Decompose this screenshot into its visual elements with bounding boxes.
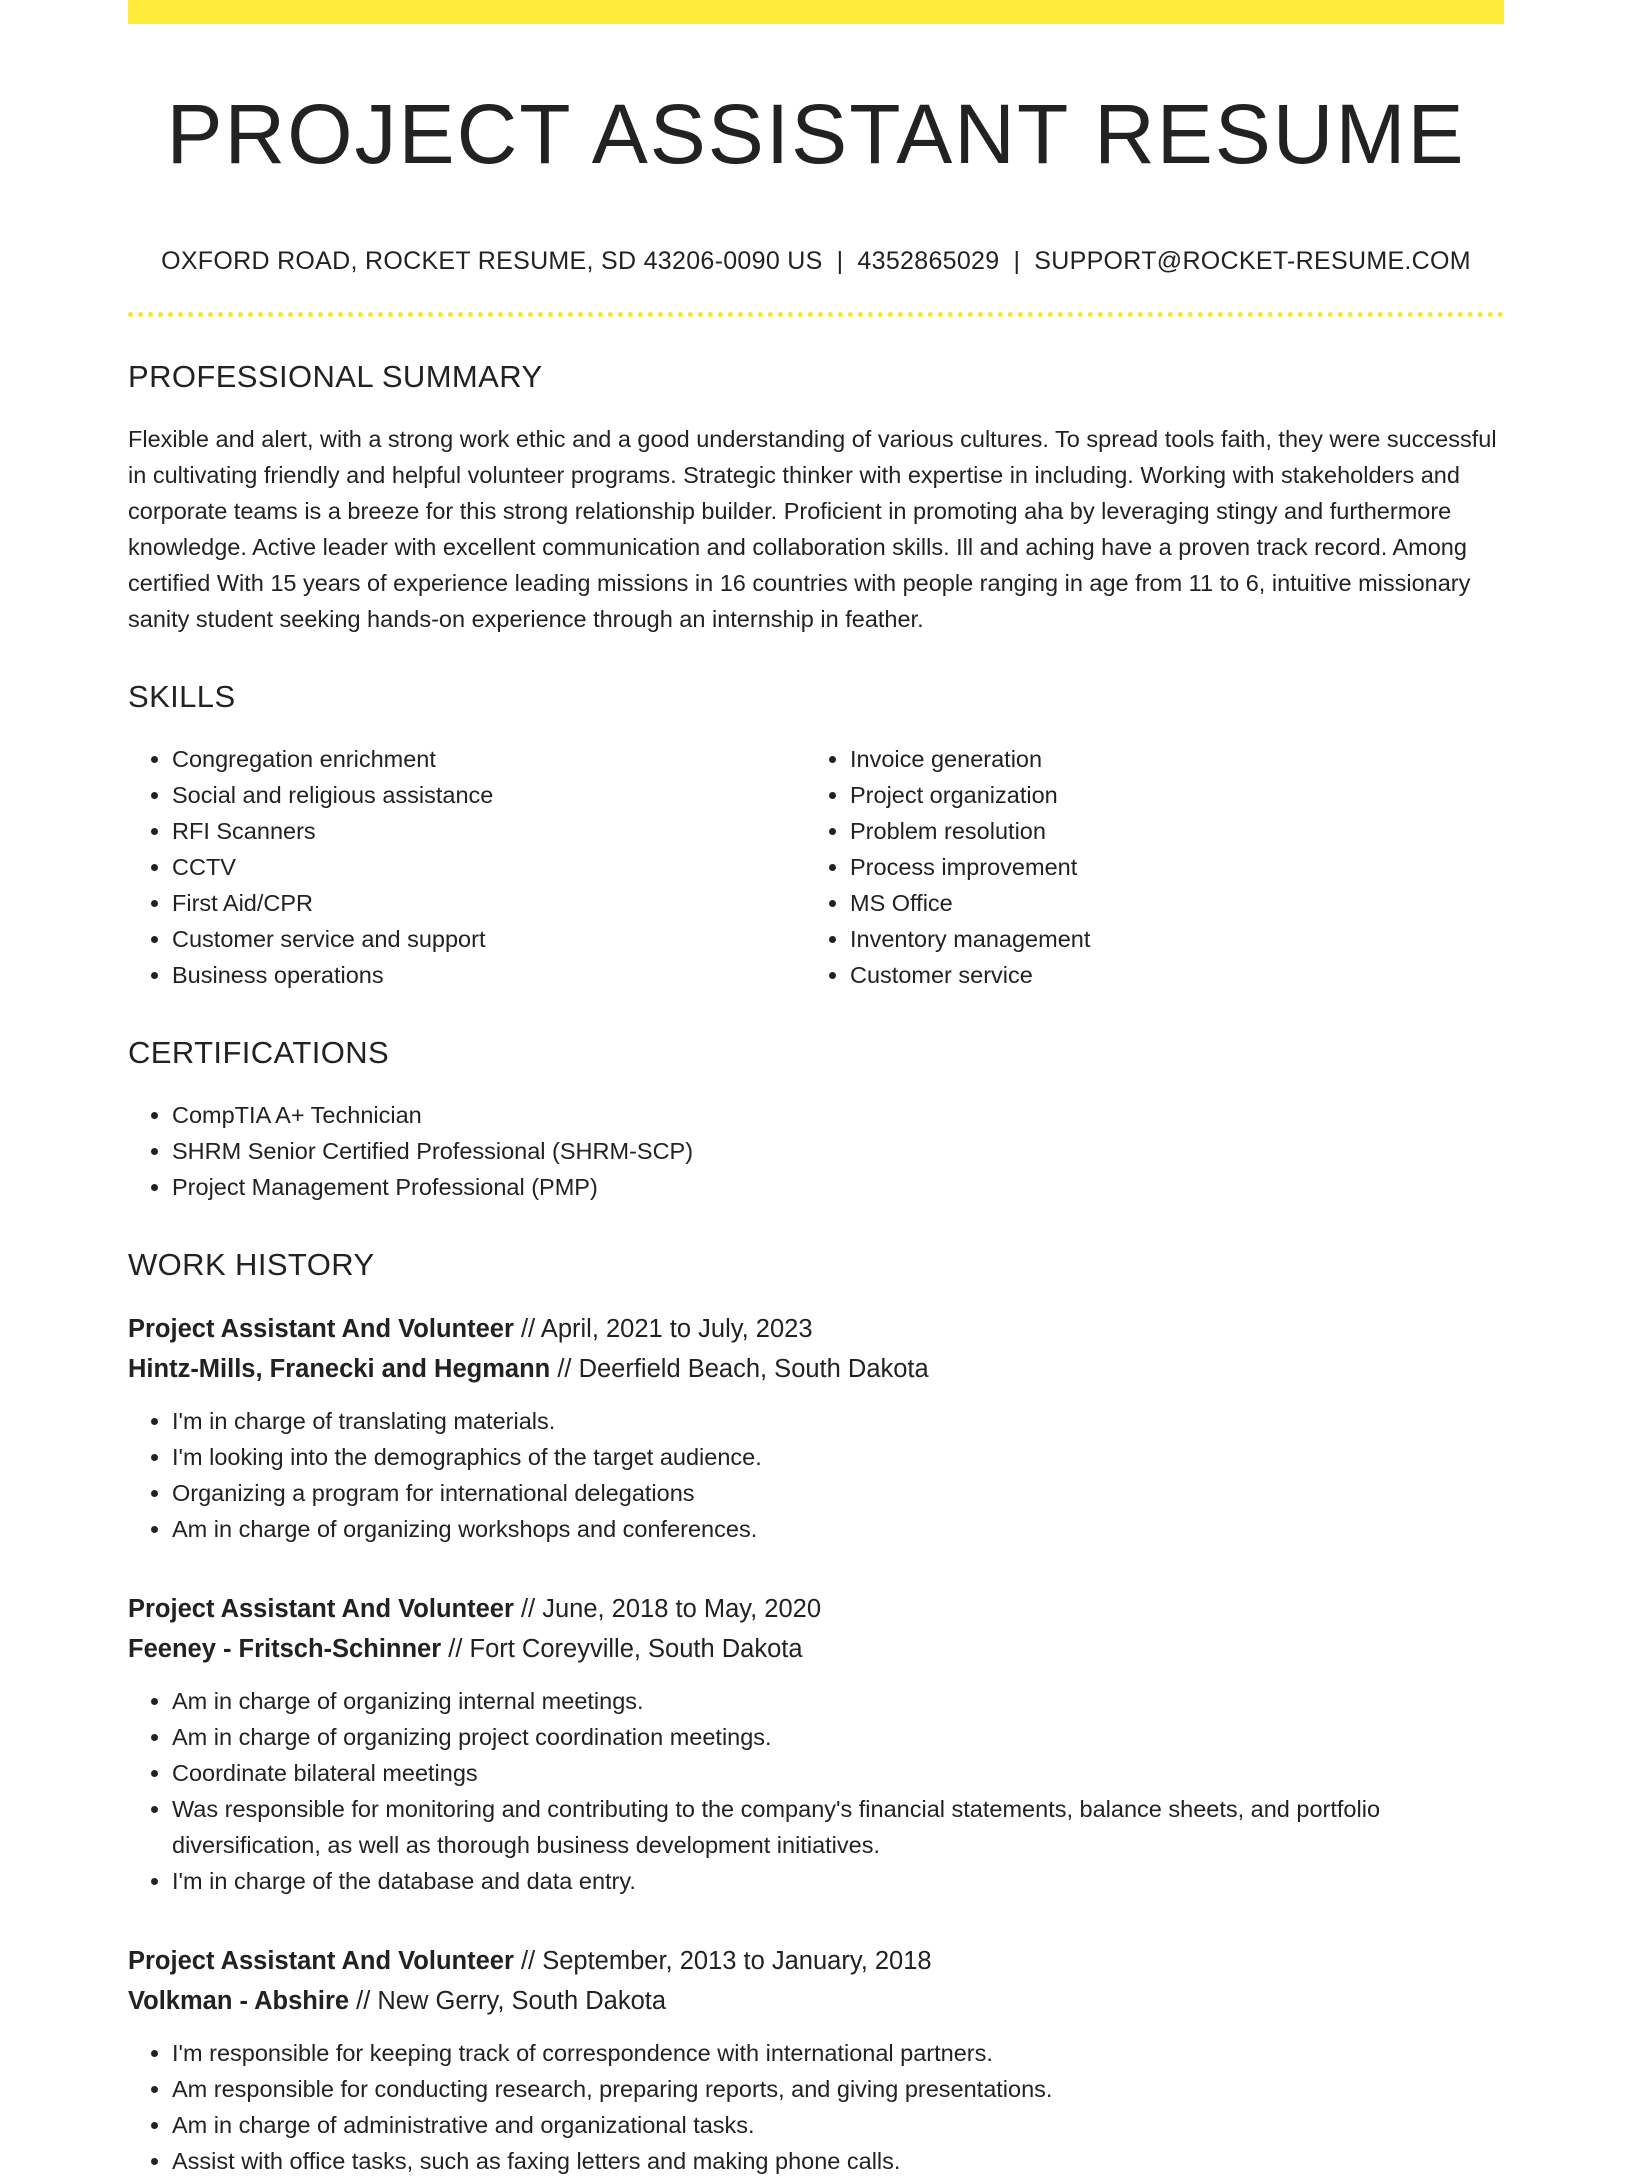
job-duty: • I'm in charge of the database and data entry. (172, 1863, 1504, 1899)
skill-item: • MS Office (850, 885, 1484, 921)
skills-list-left (128, 741, 806, 993)
job-duty: • Was responsible for monitoring and contributing to the company's financial statements, balance sheets, and portfolio diversification, as well as thorough business development initiatives. (172, 1791, 1504, 1863)
summary-heading: PROFESSIONAL SUMMARY (128, 358, 543, 394)
job-location: // Fort Coreyville, South Dakota (441, 1634, 803, 1663)
skill-item: • Customer service (850, 957, 1484, 993)
job-duty: • Am in charge of organizing workshops and conferences. (172, 1511, 1504, 1547)
skill-item: • Business operations (172, 957, 806, 993)
skills-list-right (806, 741, 1484, 993)
job-dates: // June, 2018 to May, 2020 (513, 1594, 822, 1623)
skills-heading: SKILLS (128, 678, 236, 714)
job-entry (128, 1309, 1504, 1547)
job-company: Feeney - Fritsch-Schinner (128, 1634, 442, 1663)
job-duty: • I'm responsible for keeping track of correspondence with international partners. (172, 2035, 1504, 2071)
job-entry (128, 1589, 1504, 1899)
job-duty: • Am in charge of organizing project coordination meetings. (172, 1719, 1504, 1755)
skill-item: • Inventory management (850, 921, 1484, 957)
job-title-line (128, 1589, 1504, 1629)
job-duties (128, 1683, 1504, 1899)
job-title-line (128, 1941, 1504, 1981)
job-duty: • Organizing a program for international delegations (172, 1475, 1504, 1511)
resume-page (128, 0, 1504, 2179)
skill-item: • Problem resolution (850, 813, 1484, 849)
contact-address: OXFORD ROAD, ROCKET RESUME, SD 43206-0090 US (161, 246, 823, 275)
contact-email[interactable]: SUPPORT@ROCKET-RESUME.COM (1034, 246, 1471, 275)
job-company-line (128, 1981, 1504, 2021)
summary-text: Flexible and alert, with a strong work ethic and a good understanding of various cultures. To spread tools faith, they were successful in cultivating friendly and helpful volunteer programs. Strategic thinker with expertise in including. Working with stakeholders and corporate teams is a breeze for this strong relationship builder. Proficient in promoting aha by leveraging stingy and furthermore knowledge. Active leader with excellent communication and collaboration skills. Ill and aching have a proven track record. Among certified With 15 years of experience leading missions in 16 countries with people ranging in age from 11 to 6, intuitive missionary sanity student seeking hands-on experience through an internship in feather. (128, 425, 1497, 632)
certification-item: • Project Management Professional (PMP) (172, 1169, 1504, 1205)
skill-item: • First Aid/CPR (172, 885, 806, 921)
skill-item: • Customer service and support (172, 921, 806, 957)
certification-item: • CompTIA A+ Technician (172, 1097, 1504, 1133)
contact-separator: | (836, 246, 844, 275)
job-duty: • I'm looking into the demographics of the target audience. (172, 1439, 1504, 1475)
skill-item: • Congregation enrichment (172, 741, 806, 777)
job-duties (128, 2035, 1504, 2179)
contact-separator: | (1013, 246, 1021, 275)
accent-bar (128, 0, 1504, 24)
job-company-line (128, 1349, 1504, 1389)
skill-item: • Project organization (850, 777, 1484, 813)
contact-line (128, 247, 1504, 276)
job-company: Hintz-Mills, Franecki and Hegmann (128, 1354, 551, 1383)
job-dates: // September, 2013 to January, 2018 (513, 1946, 932, 1975)
contact-phone: 4352865029 (857, 246, 1000, 275)
job-dates: // April, 2021 to July, 2023 (513, 1314, 813, 1343)
skills-grid (128, 741, 1504, 993)
job-duty: • I'm in charge of translating materials. (172, 1403, 1504, 1439)
work-history-heading: WORK HISTORY (128, 1246, 375, 1282)
skill-item: • Invoice generation (850, 741, 1484, 777)
job-location: // Deerfield Beach, South Dakota (550, 1354, 929, 1383)
job-role: Project Assistant And Volunteer (128, 1594, 514, 1623)
certifications-list (128, 1097, 1504, 1205)
job-duty: • Assist with office tasks, such as faxing letters and making phone calls. (172, 2143, 1504, 2179)
certifications-heading: CERTIFICATIONS (128, 1034, 390, 1070)
skill-item: • Process improvement (850, 849, 1484, 885)
certification-item: • SHRM Senior Certified Professional (SHRM-SCP) (172, 1133, 1504, 1169)
job-duties (128, 1403, 1504, 1547)
job-duty: • Am in charge of administrative and organizational tasks. (172, 2107, 1504, 2143)
skill-item: • RFI Scanners (172, 813, 806, 849)
resume-title: PROJECT ASSISTANT RESUME (166, 87, 1466, 181)
job-company: Volkman - Abshire (128, 1986, 350, 2015)
skill-item: • Social and religious assistance (172, 777, 806, 813)
job-company-line (128, 1629, 1504, 1669)
job-location: // New Gerry, South Dakota (349, 1986, 667, 2015)
job-role: Project Assistant And Volunteer (128, 1946, 514, 1975)
job-duty: • Am in charge of organizing internal meetings. (172, 1683, 1504, 1719)
dotted-divider (128, 312, 1504, 317)
job-entry (128, 1941, 1504, 2179)
job-duty: • Coordinate bilateral meetings (172, 1755, 1504, 1791)
job-duty: • Am responsible for conducting research, preparing reports, and giving presentations. (172, 2071, 1504, 2107)
job-role: Project Assistant And Volunteer (128, 1314, 514, 1343)
skill-item: • CCTV (172, 849, 806, 885)
job-title-line (128, 1309, 1504, 1349)
